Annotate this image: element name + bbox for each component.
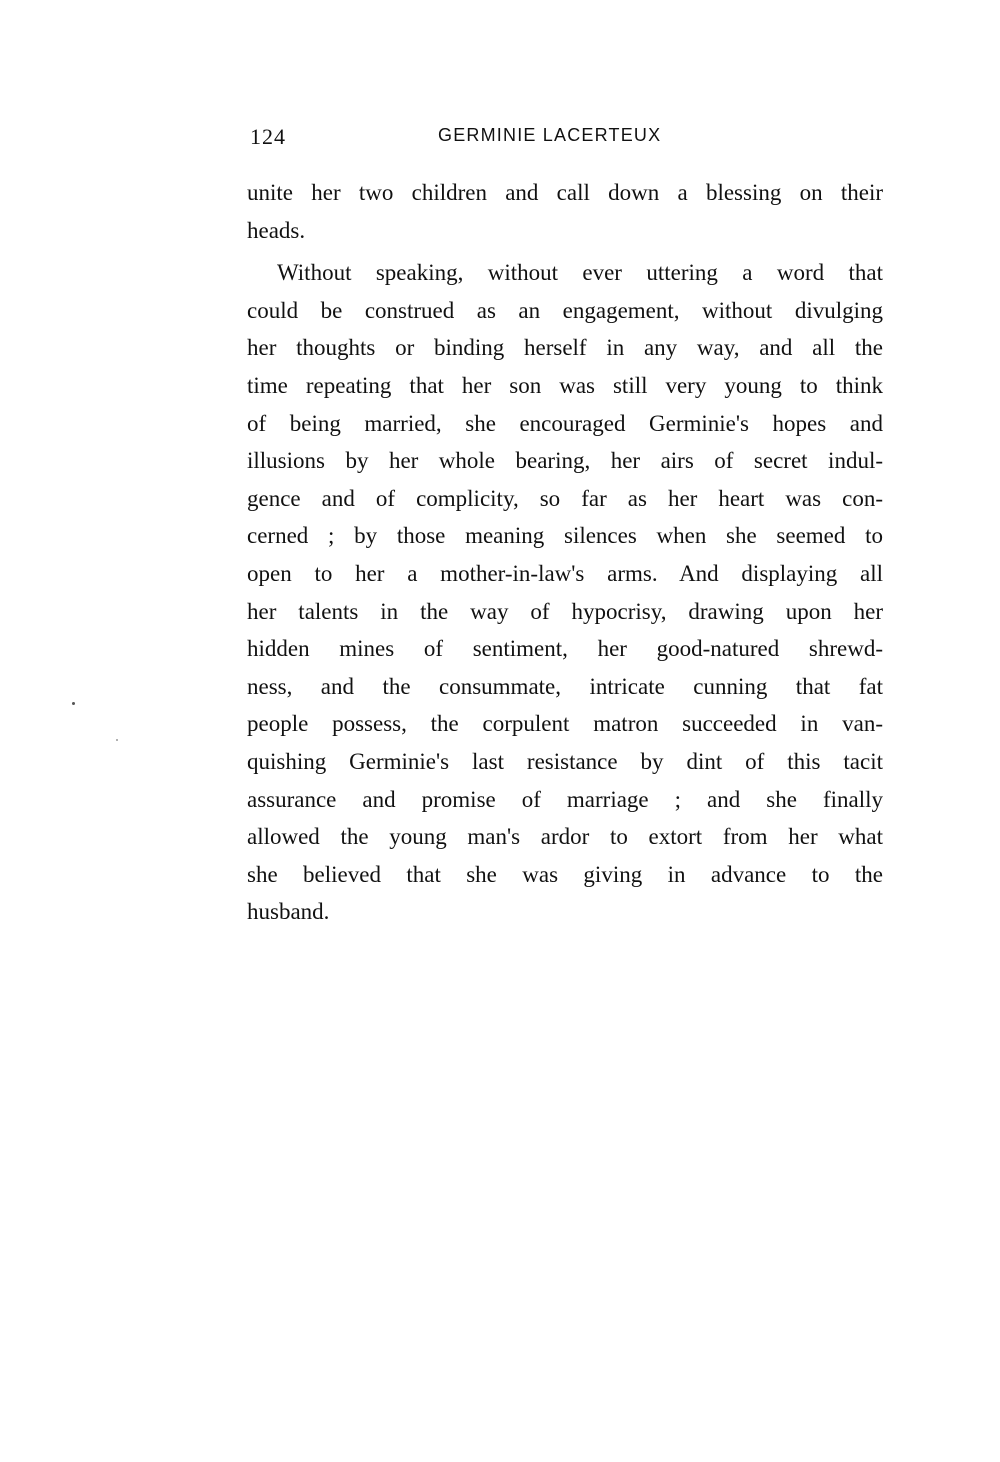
text-line: allowed the young man's ardor to extort from her what — [247, 824, 883, 850]
text-line: she believed that she was giving in advance to the — [247, 861, 883, 887]
text-line: her thoughts or binding herself in any way, and all the — [247, 335, 883, 361]
text-line: ness, and the consummate, intricate cunning that fat — [247, 673, 883, 699]
text-line: quishing Germinie's last resistance by dint of this tacit — [247, 748, 883, 774]
text-line: open to her a mother-in-law's arms. And displaying all — [247, 560, 883, 586]
scan-speck — [72, 702, 75, 705]
text-line: people possess, the corpulent matron succeeded in van- — [247, 711, 883, 737]
text-line: hidden mines of sentiment, her good-natured shrewd- — [247, 636, 883, 662]
text-line: cerned ; by those meaning silences when she seemed to — [247, 523, 883, 549]
running-head — [248, 124, 882, 154]
text-line: time repeating that her son was still very young to think — [247, 372, 883, 398]
text-line: heads. — [247, 217, 306, 243]
text-line: Without speaking, without ever uttering a word that — [277, 260, 883, 286]
text-line: could be construed as an engagement, without divulging — [247, 297, 883, 323]
text-line: assurance and promise of marriage ; and she finally — [247, 786, 883, 812]
text-line: her talents in the way of hypocrisy, drawing upon her — [247, 598, 883, 624]
text-line: unite her two children and call down a blessing on their — [247, 180, 883, 205]
page-number: 124 — [250, 124, 286, 149]
book-title: GERMINIE LACERTEUX — [438, 125, 662, 145]
body-text — [247, 174, 883, 931]
text-line: of being married, she encouraged Germinie's hopes and — [247, 410, 883, 436]
text-line: gence and of complicity, so far as her heart was con- — [247, 485, 883, 511]
scan-speck — [116, 739, 118, 741]
text-line: illusions by her whole bearing, her airs of secret indul- — [247, 448, 883, 474]
text-line: husband. — [247, 899, 330, 925]
